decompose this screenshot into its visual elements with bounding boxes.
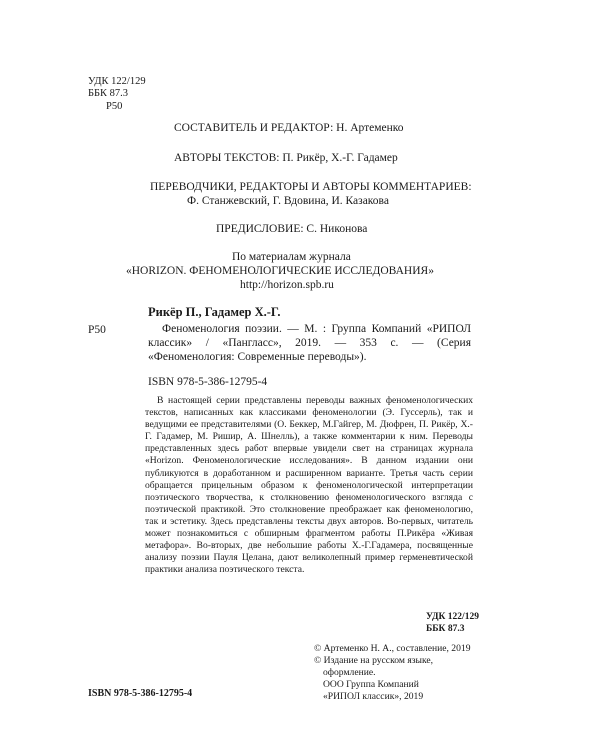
bbk-code: ББК 87.3 (88, 88, 129, 99)
author-mark: Р50 (106, 101, 123, 112)
authors-credit: АВТОРЫ ТЕКСТОВ: П. Рикёр, Х.-Г. Гадамер (174, 152, 398, 164)
translators-names: Ф. Станжевский, Г. Вдовина, И. Казакова (187, 195, 389, 207)
copyright-publisher-name: «РИПОЛ классик», 2019 (323, 691, 424, 702)
compiler-credit: СОСТАВИТЕЛЬ И РЕДАКТОР: Н. Артеменко (174, 122, 404, 134)
copyright-compilation: © Артеменко Н. А., составление, 2019 (314, 643, 471, 654)
copyright-design: оформление. (323, 667, 376, 678)
udk-code: УДК 122/129 (88, 76, 146, 87)
bib-description: Феноменология поэзии. — М. : Группа Компаний «РИПОЛ классик» / «Пангласс», 2019. — 353 с. — (Серия «Феноменология: Современные переводы»). (148, 323, 471, 364)
translators-heading: ПЕРЕВОДЧИКИ, РЕДАКТОРЫ И АВТОРЫ КОММЕНТАРИЕВ: (150, 181, 472, 193)
bib-isbn: ISBN 978-5-386-12795-4 (148, 376, 268, 388)
copyright-edition: © Издание на русском языке, (314, 655, 434, 666)
annotation-text: В настоящей серии представлены переводы важных феноменологических текстов, написанных как классиками феноменологии (Э. Гуссерль), так и ведущими ее представителями (О. Беккер, М.Гайгер, М. Дюфрен, П. Рикёр, Х.-Г. Гадамер, М. Ришир, А. Шнелль), а также комментарии к ним. Переводы представленных здесь работ впервые увидели свет на страницах журнала «Horizon. Феноменологические исследования». В данном издании они публикуются в доработанном и расширенном варианте. Третья часть серии обращается прицельным образом к феноменологической интерпретации поэтического творчества, к столкновению феноменологического взгляда с поэтической практикой. Это столкновение преображает как феноменологию, так и эстетику. Здесь представлены тексты двух авторов. Во-первых, читатель может познакомиться с обширным фрагментом работы П.Рикёра «Живая метафора». Во-вторых, две небольшие работы Х.-Г.Гадамера, посвященные анализу поэзии Пауля Целана, дают великолепный пример герменевтической практики анализа поэтического текста. (145, 395, 473, 576)
bib-mark: Р50 (88, 324, 106, 336)
bib-heading: Рикёр П., Гадамер Х.-Г. (148, 305, 281, 319)
source-journal: «HORIZON. ФЕНОМЕНОЛОГИЧЕСКИЕ ИССЛЕДОВАНИЯ» (126, 265, 434, 277)
bottom-bbk: ББК 87.3 (426, 624, 465, 634)
copyright-publisher: ООО Группа Компаний (323, 679, 419, 690)
source-url: http://horizon.spb.ru (240, 279, 334, 291)
bottom-udk: УДК 122/129 (426, 612, 479, 622)
bottom-isbn: ISBN 978-5-386-12795-4 (88, 688, 193, 699)
preface-credit: ПРЕДИСЛОВИЕ: С. Никонова (216, 223, 368, 235)
source-line1: По материалам журнала (232, 251, 351, 263)
